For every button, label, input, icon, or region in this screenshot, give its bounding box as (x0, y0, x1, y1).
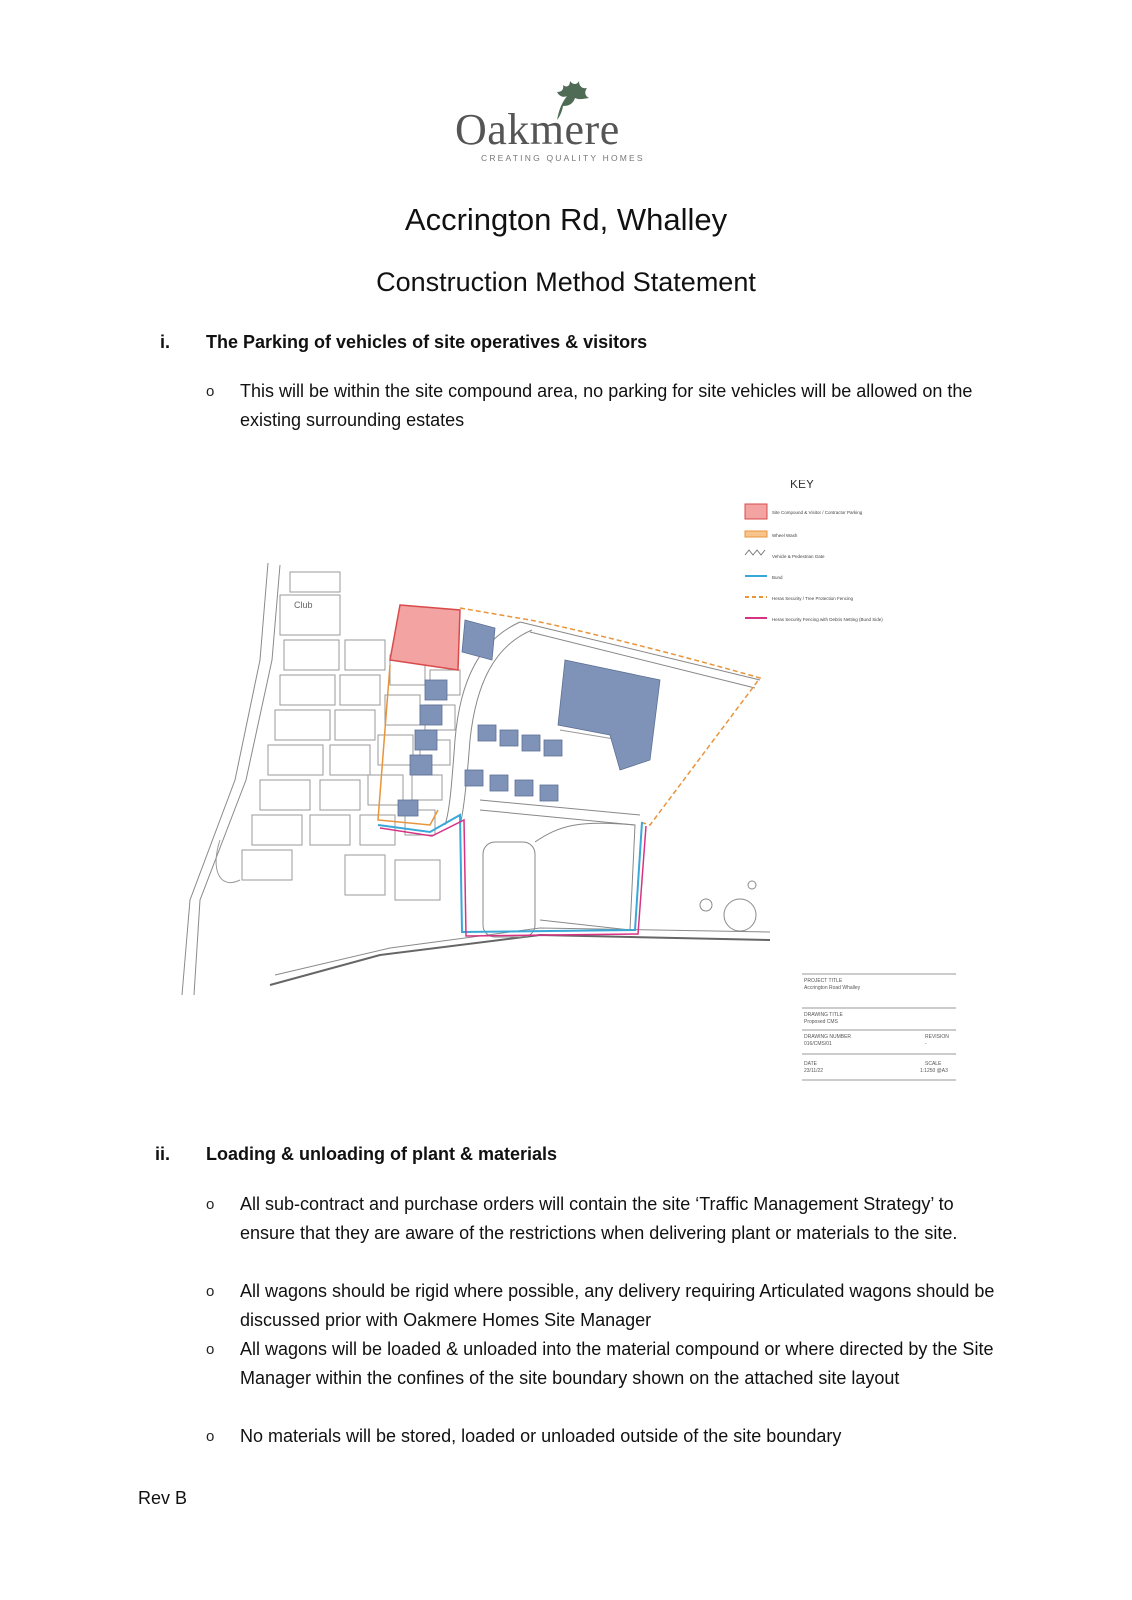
revision-label: REVISION (925, 1034, 949, 1040)
site-plan-drawing (180, 480, 980, 1120)
bullet-marker: o (206, 383, 215, 400)
number-label: DRAWING NUMBER (804, 1034, 852, 1040)
key-item-heras-netting: Heras Security Fencing with Debris Netting (Bund Side) (772, 617, 883, 622)
revision-value: - (925, 1041, 927, 1047)
title-block (802, 974, 956, 1080)
key-title: KEY (790, 480, 815, 491)
key-item-wheel-wash: Wheel Wash (772, 533, 798, 538)
project-label: PROJECT TITLE (804, 978, 843, 984)
bullet-text: All wagons should be rigid where possible, any delivery requiring Articulated wagons should be discussed prior with Oakmere Homes Site Manager (240, 1281, 995, 1330)
scale-value: 1:1250 @A3 (920, 1068, 948, 1074)
company-logo (455, 80, 665, 164)
date-label: DATE (804, 1061, 817, 1067)
revision-footer: Rev B (138, 1488, 188, 1508)
bullet-marker: o (206, 1341, 215, 1358)
logo-wordmark: Oakmere (455, 105, 620, 154)
key-item-compound: Site Compound & Visitor / Contractor Parking (772, 510, 863, 515)
key-item-gate: Vehicle & Pedestrian Gate (772, 554, 825, 559)
project-value: Accrington Road Whalley (804, 985, 861, 991)
section-heading: Loading & unloading of plant & materials (206, 1144, 558, 1164)
page-title: Accrington Rd, Whalley (404, 202, 728, 237)
drawing-label: DRAWING TITLE (804, 1012, 843, 1018)
site-compound-area (390, 605, 460, 670)
key-item-heras: Heras Security / Tree Protection Fencing (772, 596, 854, 601)
section-heading: The Parking of vehicles of site operatives & visitors (206, 332, 648, 352)
logo-tagline: CREATING QUALITY HOMES (481, 153, 645, 163)
date-value: 23/11/22 (804, 1068, 824, 1074)
bullet-text: All wagons will be loaded & unloaded into the material compound or where directed by the Site Manager within the confines of the site boundary shown on the attached site layout (240, 1339, 994, 1388)
key-item-bund: Bund (772, 575, 783, 580)
bullet-marker: o (206, 1196, 215, 1213)
page-subtitle: Construction Method Statement (376, 267, 756, 297)
drawing-value: Proposed CMS (804, 1019, 838, 1025)
section-number: ii. (155, 1144, 171, 1164)
bullet-text: This will be within the site compound area, no parking for site vehicles will be allowed on the existing surrounding estates (240, 381, 973, 430)
number-value: 016/CMS/01 (804, 1041, 832, 1047)
section-number: i. (160, 332, 171, 352)
bullet-text: No materials will be stored, loaded or unloaded outside of the site boundary (240, 1426, 842, 1446)
club-label: Club (294, 600, 313, 610)
scale-label: SCALE (925, 1061, 942, 1067)
plan-key (745, 504, 883, 622)
heras-netting-line (380, 820, 646, 936)
bullet-text: All sub-contract and purchase orders will contain the site ‘Traffic Management Strategy’ to ensure that they are aware of the restrictions when delivering plant or materials to the site. (240, 1194, 958, 1243)
bund-line (378, 815, 642, 932)
bullet-marker: o (206, 1283, 215, 1300)
bullet-marker: o (206, 1428, 215, 1445)
